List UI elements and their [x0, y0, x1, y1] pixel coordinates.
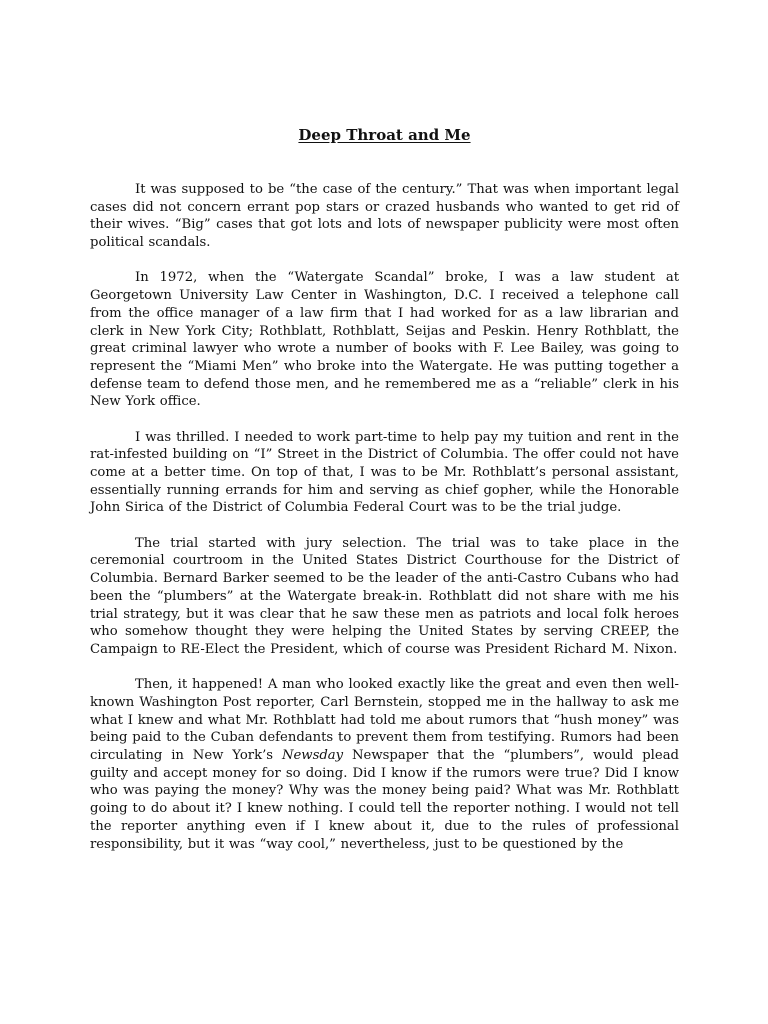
paragraph-text-after-italic: Newspaper that the “plumbers”, would plead guilty and accept money for so doing. Did I know if the rumors were true? Did I know who was paying the money? Why was the money being paid? What was Mr. Rothblatt going to do about it? I knew nothing. I could tell the reporter nothing. I would not tell the reporter anything even if I knew about it, due to the rules of professional responsibility, but it was “way cool,” nevertheless, just to be questioned by the	[90, 748, 679, 852]
document-title: Deep Throat and Me	[298, 126, 471, 144]
document-page	[90, 0, 679, 1024]
paragraph-text-before-italic: Then, it happened! A man who looked exactly like the great and even then well-known Washington Post reporter, Carl Bernstein, stopped me in the hallway to ask me what I knew and what Mr. Rothblatt had told me about rumors that “hush money” was being paid to the Cuban defendants to prevent them from testifying. Rumors had been circulating in New York’s	[90, 677, 679, 764]
newsday-italic: Newsday	[281, 748, 344, 764]
paragraph-then-it-happened	[90, 676, 679, 853]
paragraph-case-of-century: It was supposed to be “the case of the century.” That was when important legal cases did not concern errant pop stars or crazed husbands who wanted to get rid of their wives. “Big” cases that got lots and lots of newspaper publicity were most often political scandals.	[90, 182, 679, 251]
document-body	[90, 181, 679, 871]
paragraph-thrilled: I was thrilled. I needed to work part-time to help pay my tuition and rent in the rat-infested building on “I” Street in the District of Columbia. The offer could not have come at a better time. On top of that, I was to be Mr. Rothblatt’s personal assistant, essentially running errands for him and serving as chief gopher, while the Honorable John Sirica of the District of Columbia Federal Court was to be the trial judge.	[90, 429, 679, 516]
paragraph-trial-started: The trial started with jury selection. The trial was to take place in the ceremonial courtroom in the United States District Courthouse for the District of Columbia. Bernard Barker seemed to be the leader of the anti-Castro Cubans who had been the “plumbers” at the Watergate break-in. Rothblatt did not share with me his trial strategy, but it was clear that he saw these men as patriots and local folk heroes who somehow thought they were helping the United States by serving CREEP, the Campaign to RE-Elect the President, which of course was President Richard M. Nixon.	[90, 535, 679, 657]
paragraph-watergate-scandal: In 1972, when the “Watergate Scandal” broke, I was a law student at Georgetown University Law Center in Washington, D.C. I received a telephone call from the office manager of a law firm that I had worked for as a law librarian and clerk in New York City; Rothblatt, Rothblatt, Seijas and Peskin. Henry Rothblatt, the great criminal lawyer who wrote a number of books with F. Lee Bailey, was going to represent the “Miami Men” who broke into the Watergate. He was putting together a defense team to defend those men, and he remembered me as a “reliable” clerk in his New York office.	[90, 270, 679, 410]
